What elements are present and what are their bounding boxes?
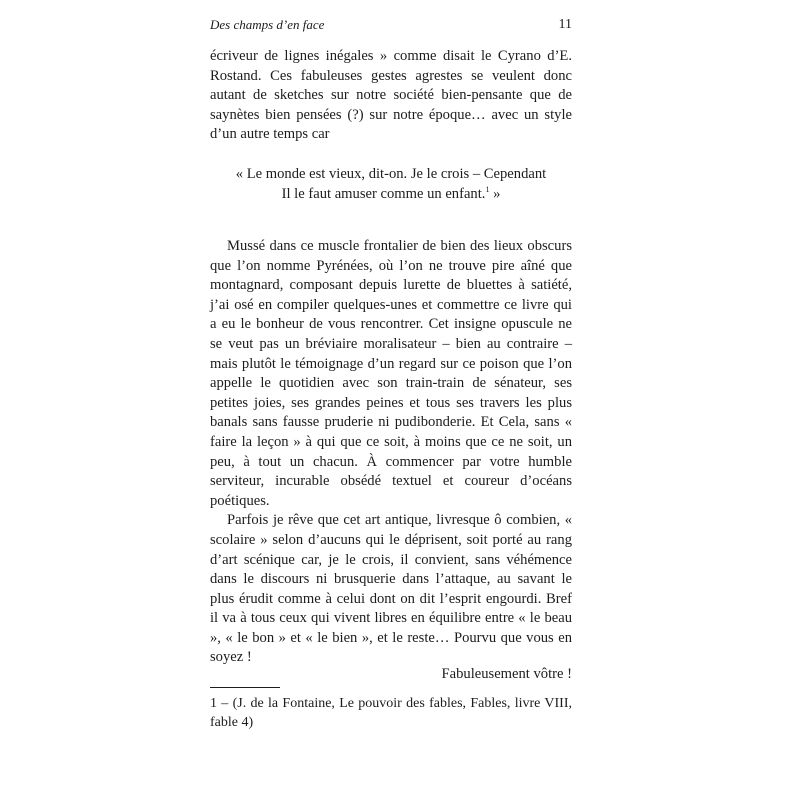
paragraph-1: Mussé dans ce muscle frontalier de bien des lieux obscurs que l’on nomme Pyrénées, où l’on ne trouve pire aîné que montagnard, composant depuis lurette de bluettes à satiété, j’ai osé en compiler quelques-unes et commettre ce livre qui a eu le bonheur de vous rencontrer. Cet insigne opuscule ne se veut pas un bréviaire moralisateur – bien au contraire – mais plutôt le témoignage d’un regard sur ce poison que l’on appelle le quotidien avec son train-train de sénateur, ses petites joies, ses grandes peines et tous ses travers les plus banals sans fausse pruderie ni pudibonderie. Et Cela, sans « faire la leçon » à qui que ce soit, à moins que ce ne soit, un peu, à tout un chacun. À commencer par votre humble serviteur, incurable obsédé textuel et coureur d’océans poétiques.	[210, 238, 572, 509]
footnote-marker: 1	[485, 184, 490, 194]
quote-line-2-end: »	[489, 185, 501, 202]
page-number: 11	[558, 17, 572, 32]
signoff: Fabuleusement vôtre !	[441, 666, 572, 682]
book-page	[210, 0, 572, 800]
footnote: 1 – (J. de la Fontaine, Le pouvoir des fables, Fables, livre VIII, fable 4)	[210, 696, 572, 730]
paragraph-2: Parfois je rêve que cet art antique, livresque ô combien, « scolaire » selon d’aucuns qui le déprisent, soit porté au rang d’art scénique car, je le crois, il convient, sans véhémence dans le discours ni brusquerie dans l’attaque, au savant le plus érudit comme à celui dont on dit l’esprit engourdi. Bref il va à tous ceux qui vivent libres en équilibre entre « le beau », « le bon » et « le bien », et le reste… Pourvu que vous en soyez !	[210, 512, 572, 666]
footnote-rule	[210, 687, 280, 688]
main-text-block	[210, 237, 572, 668]
quote-line-1: « Le monde est vieux, dit-on. Je le crois – Cependant	[235, 166, 547, 182]
quote-line-2-text: Il le faut amuser comme un enfant.	[281, 185, 486, 202]
intro-paragraph: écriveur de lignes inégales » comme disait le Cyrano d’E. Rostand. Ces fabuleuses gestes agrestes se veulent donc autant de sketches sur notre société bien-pensante que de saynètes bien pensées (?) sur notre époque… avec un style d’un autre temps car	[210, 48, 572, 143]
verse-quote	[210, 165, 572, 204]
running-title: Des champs d’en face	[210, 17, 325, 32]
running-header	[210, 17, 572, 37]
quote-line-2	[210, 185, 572, 205]
intro-paragraph-block	[210, 47, 572, 145]
